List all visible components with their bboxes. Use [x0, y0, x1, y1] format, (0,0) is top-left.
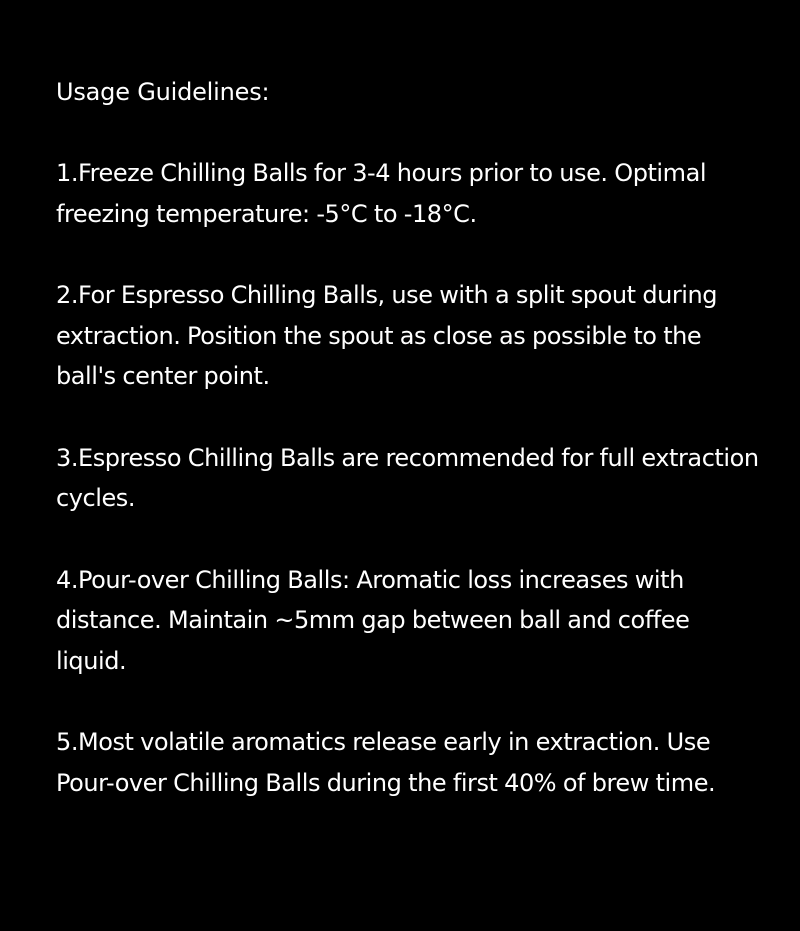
guideline-item-2: 2.For Espresso Chilling Balls, use with a split spout during extraction. Position the spout as close as possible to the ball's center point. — [56, 281, 718, 390]
guideline-item-4: 4.Pour-over Chilling Balls: Aromatic loss increases with distance. Maintain ~5mm gap between ball and coffee liquid. — [56, 565, 690, 675]
guideline-item-3: 3.Espresso Chilling Balls are recommended for full extraction cycles. — [56, 443, 759, 512]
guideline-item-1: 1.Freeze Chilling Balls for 3-4 hours prior to use. Optimal freezing temperature: -5°C to -18°C. — [56, 159, 707, 228]
guidelines-heading: Usage Guidelines: — [56, 78, 270, 106]
guideline-item-5: 5.Most volatile aromatics release early in extraction. Use Pour-over Chilling Balls during the first 40% of brew time. — [56, 728, 716, 797]
usage-guidelines-panel — [56, 72, 766, 803]
